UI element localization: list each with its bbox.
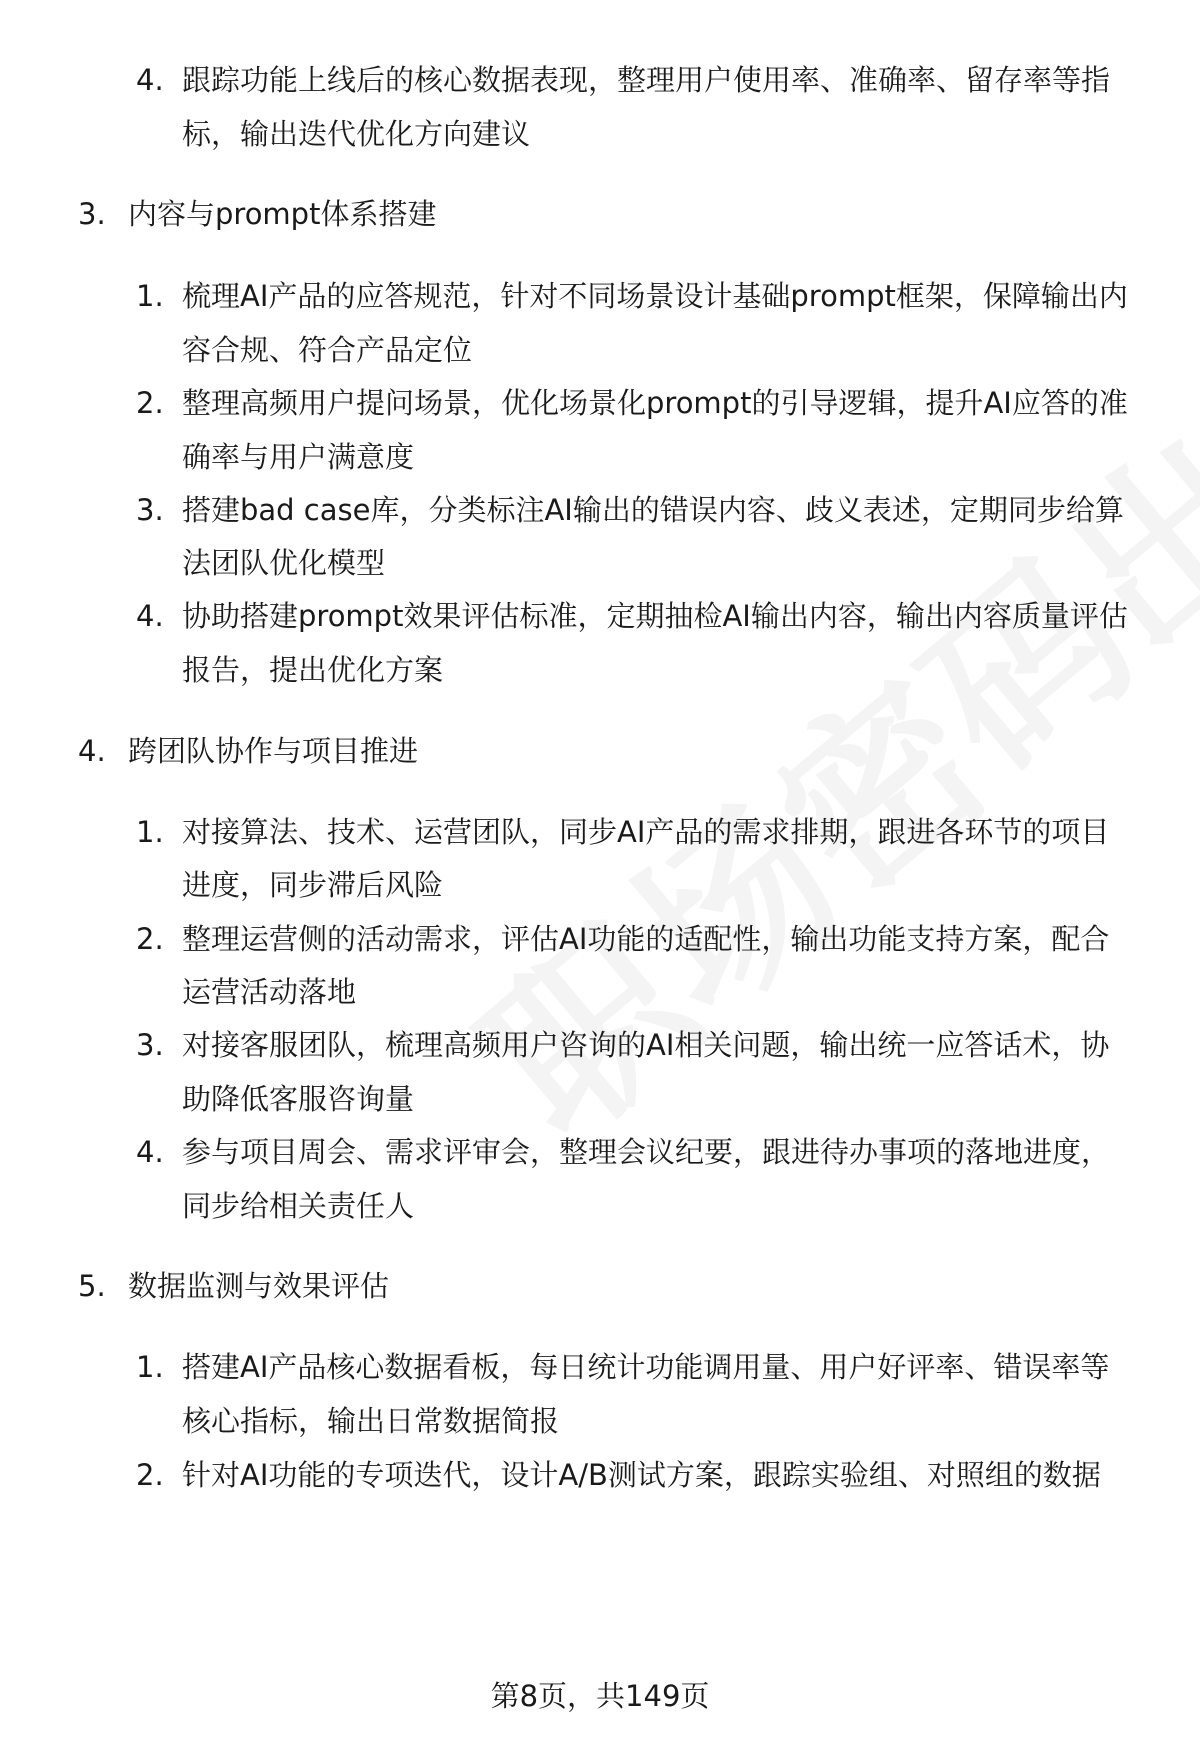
item-text: 对接客服团队，梳理高频用户咨询的AI相关问题，输出统一应答话术，协: [182, 1028, 1110, 1062]
item-number: 1.: [136, 1350, 164, 1384]
item-text-continuation: 助降低客服咨询量: [182, 1082, 415, 1116]
item-text: 对接算法、技术、运营团队，同步AI产品的需求排期，跟进各环节的项目: [182, 815, 1110, 849]
item-text-continuation: 标，输出迭代优化方向建议: [182, 117, 531, 151]
section-title: 内容与prompt体系搭建: [128, 197, 437, 231]
item-text-continuation: 运营活动落地: [182, 975, 357, 1009]
section-title: 数据监测与效果评估: [128, 1269, 390, 1303]
item-number: 4.: [136, 599, 164, 633]
item-number: 1.: [136, 815, 164, 849]
section-number: 5.: [78, 1269, 106, 1303]
item-number: 1.: [136, 279, 164, 313]
item-text: 参与项目周会、需求评审会，整理会议纪要，跟进待办事项的落地进度，: [182, 1135, 1111, 1169]
item-number: 2.: [136, 922, 164, 956]
item-text: 协助搭建prompt效果评估标准，定期抽检AI输出内容，输出内容质量评估: [182, 599, 1128, 633]
item-text-continuation: 报告，提出优化方案: [182, 653, 444, 687]
item-text-continuation: 同步给相关责任人: [182, 1189, 415, 1223]
section-number: 4.: [78, 734, 106, 768]
item-number: 3.: [136, 493, 164, 527]
section-number: 3.: [78, 197, 106, 231]
item-number: 2.: [136, 1458, 164, 1492]
item-text: 搭建bad case库，分类标注AI输出的错误内容、歧义表述，定期同步给算: [182, 493, 1124, 527]
item-text-continuation: 法团队优化模型: [182, 546, 386, 580]
item-text-continuation: 核心指标，输出日常数据简报: [182, 1404, 560, 1438]
item-text: 跟踪功能上线后的核心数据表现，整理用户使用率、准确率、留存率等指: [182, 63, 1111, 97]
item-text-continuation: 容合规、符合产品定位: [182, 333, 473, 367]
item-number: 2.: [136, 386, 164, 420]
item-text: 针对AI功能的专项迭代，设计A/B测试方案，跟踪实验组、对照组的数据: [182, 1458, 1101, 1492]
item-number: 4.: [136, 63, 164, 97]
page-footer: 第8页，共149页: [490, 1679, 710, 1713]
item-text-continuation: 进度，同步滞后风险: [182, 868, 444, 902]
item-text: 整理高频用户提问场景，优化场景化prompt的引导逻辑，提升AI应答的准: [182, 386, 1128, 420]
item-text: 整理运营侧的活动需求，评估AI功能的适配性，输出功能支持方案，配合: [182, 922, 1110, 956]
item-text: 梳理AI产品的应答规范，针对不同场景设计基础prompt框架，保障输出内: [182, 279, 1128, 313]
item-number: 3.: [136, 1028, 164, 1062]
item-text: 搭建AI产品核心数据看板，每日统计功能调用量、用户好评率、错误率等: [182, 1350, 1110, 1384]
item-number: 4.: [136, 1135, 164, 1169]
item-text-continuation: 确率与用户满意度: [182, 440, 415, 474]
section-title: 跨团队协作与项目推进: [128, 734, 419, 768]
